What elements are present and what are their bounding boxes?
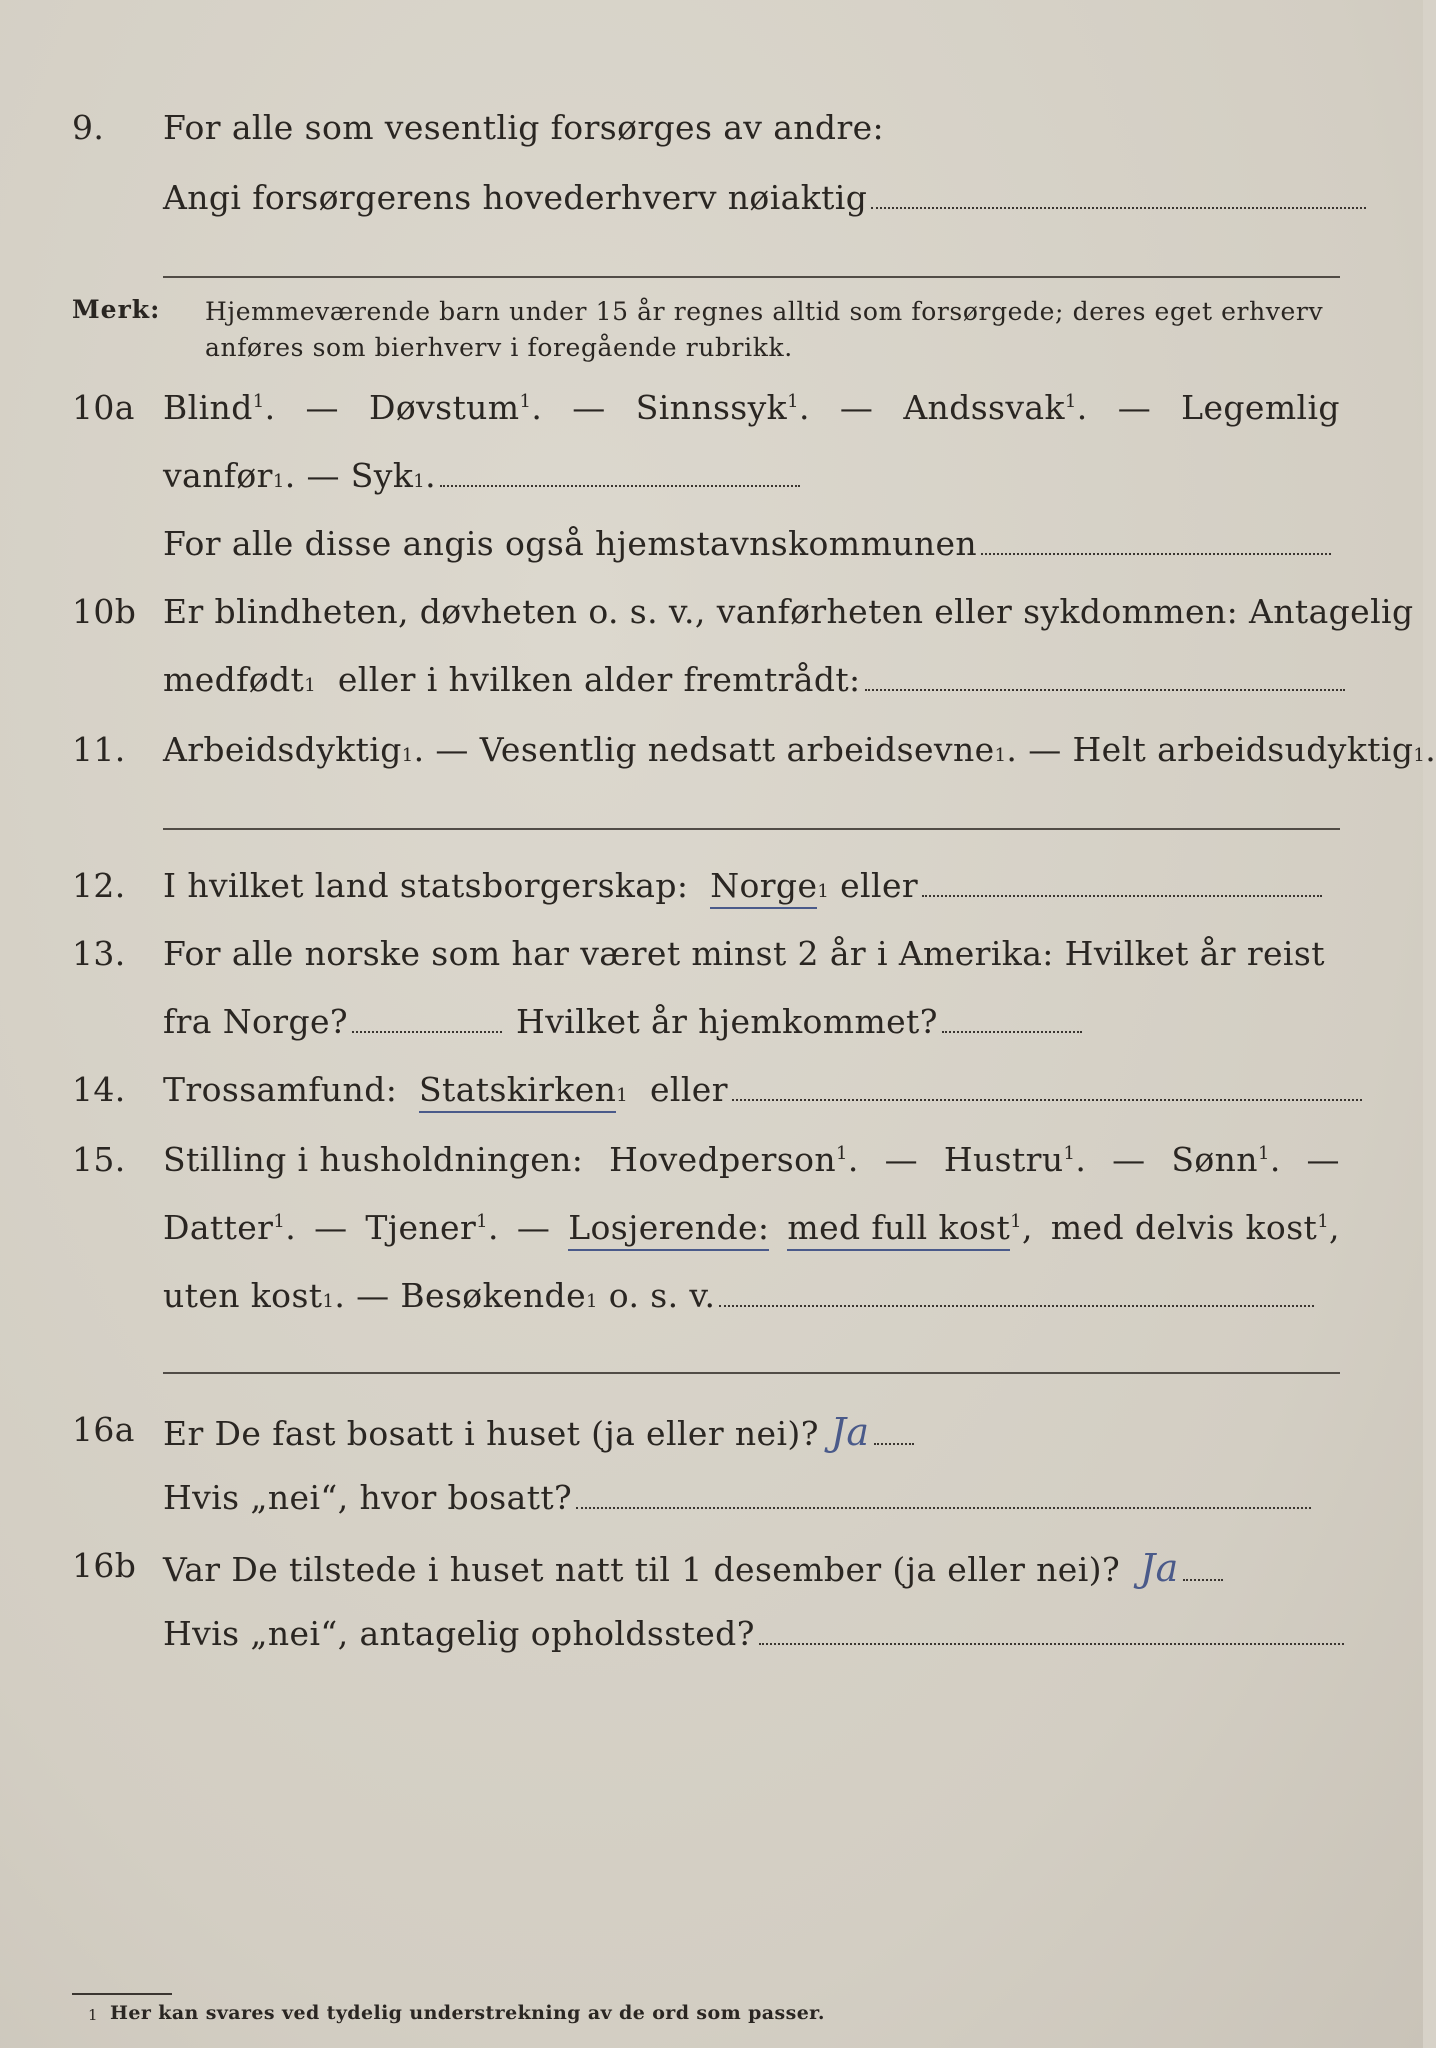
q16b-text: Var De tilstede i huset natt til 1 desember (ja eller nei)? bbox=[163, 1550, 1121, 1589]
q10b-line-2: eller i hvilken alder fremtrådt: bbox=[337, 660, 861, 699]
q15-sonn: Sønn bbox=[1171, 1140, 1258, 1179]
q15-delvis-kost: med delvis kost bbox=[1050, 1208, 1318, 1247]
q12-text: I hvilket land statsborgerskap: bbox=[163, 866, 689, 905]
q16a-bosatt: Hvis „nei“, hvor bosatt? bbox=[163, 1478, 573, 1517]
q15-datter: Datter bbox=[163, 1208, 274, 1247]
q13-reist: fra Norge? bbox=[163, 1002, 349, 1041]
q16b-number: 16b bbox=[72, 1546, 137, 1585]
q10a-dovstum: Døvstum bbox=[368, 388, 520, 427]
q10a-line-3: For alle disse angis også hjemstavnskommunen bbox=[163, 524, 978, 563]
q14-statskirken-underlined: Statskirken bbox=[419, 1070, 616, 1113]
footnote-rule bbox=[72, 1993, 172, 1995]
q15-text: Stilling i husholdningen: bbox=[163, 1140, 584, 1179]
q15-hustru: Hustru bbox=[943, 1140, 1064, 1179]
footnote-text: Her kan svares ved tydelig understrekning av de ord som passer. bbox=[110, 2002, 825, 2024]
q15-besokende: Besøkende bbox=[400, 1276, 587, 1315]
merk-text: Hjemmeværende barn under 15 år regnes alltid som forsørgede; deres eget erhverv anføres som bierhverv i foregående rubrikk. bbox=[205, 297, 1324, 362]
q16b-handwritten-answer[interactable]: Ja bbox=[1140, 1546, 1179, 1590]
q15-osv: o. s. v. bbox=[608, 1276, 716, 1315]
q11-udyktig: Helt arbeidsudyktig bbox=[1072, 730, 1414, 769]
q12-eller: eller bbox=[840, 866, 919, 905]
q16b-answer-line[interactable] bbox=[1183, 1578, 1223, 1581]
merk-label: Merk: bbox=[72, 295, 161, 324]
q13-line-1: For alle norske som har været minst 2 år i Amerika: Hvilket år reist bbox=[163, 934, 1325, 973]
q16b-opholdssted-line[interactable] bbox=[759, 1642, 1344, 1645]
q9-separator bbox=[163, 276, 1340, 278]
q16b-opholdssted: Hvis „nei“, antagelig opholdssted? bbox=[163, 1614, 755, 1653]
q10b-answer-line[interactable] bbox=[865, 688, 1345, 691]
q9-line-1: For alle som vesentlig forsørges av andre: bbox=[163, 108, 885, 147]
q13-number: 13. bbox=[72, 934, 126, 973]
q9-answer-line[interactable] bbox=[871, 206, 1366, 209]
census-form-page: 9. For alle som vesentlig forsørges av andre: Angi forsørgerens hovederhverv nøiaktig Merk: Hjemmeværende barn under 15 år regnes alltid som forsørgede; deres eget erhverv anføres som bierhverv i foregående rubrikk. 10a Blind$^1$. — Døvstum$^1$. — Sinnssyk$^1$. — Andssvak$^1$. — Legemlig vanfør 1 . — Syk 1 . For alle disse angis også hjemstavnskommunen 10b Er blindheten, døvheten o. s. v., vanførheten eller sykdommen: Antagelig medfødt 1 eller i hvilken alder fremtrådt: 11. Arbeidsdyktig 1 . — Vesentlig nedsatt arbeidsevne 1 . — Helt arbeidsudyktig 1 . 12. I hvilket land statsborgerskap: Norge 1 eller 13. For alle norske som har været minst 2 år i Amerika: Hvilket år reist fra Norge? Hvilket år hjemkommet? 14. Trossamfund: Statskirken 1 eller 15. Stilling i husholdningen: Hovedperson$^1$. — Hustru$^1$. — Sønn$^1$. — Datter$^1$. — Tjener$^1$. — Losjerende: med full kost$^1$, med delvis kost$^1$, uten kost 1 . — Besøkende 1 o. s. v. 16a Er De fast bosatt i huset (ja eller nei)? Ja Hvis „nei“, hvor bosatt? 16b Var De tilstede i huset natt til 1 desember (ja eller nei)? Ja Hvis „nei“, antagelig opholdssted? 1 Her kan svares ved tydelig understrekning av de ord som passer. bbox=[0, 0, 1423, 2048]
q16a-handwritten-answer[interactable]: Ja bbox=[830, 1410, 870, 1454]
q9-number: 9. bbox=[72, 108, 105, 147]
q10a-blind: Blind bbox=[163, 388, 253, 427]
q12-norge-underlined: Norge bbox=[710, 866, 817, 909]
q10b-number: 10b bbox=[72, 592, 137, 631]
q13-hjemkommet: Hvilket år hjemkommet? bbox=[516, 1002, 938, 1041]
q15-uten-kost: uten kost bbox=[163, 1276, 323, 1315]
q14-number: 14. bbox=[72, 1070, 126, 1109]
q10a-answer-line[interactable] bbox=[440, 484, 800, 487]
q16a-bosatt-line[interactable] bbox=[576, 1506, 1311, 1509]
q10a-syk: Syk bbox=[350, 456, 414, 495]
q16a-answer-line[interactable] bbox=[874, 1442, 914, 1445]
q15-hovedperson: Hovedperson bbox=[609, 1140, 836, 1179]
q10a-sinnssyk: Sinnssyk bbox=[635, 388, 788, 427]
q15-losjerende-underlined: Losjerende: bbox=[568, 1208, 769, 1251]
q15-answer-line[interactable] bbox=[719, 1304, 1314, 1307]
q11-number: 11. bbox=[72, 730, 126, 769]
q10b-line-1: Er blindheten, døvheten o. s. v., vanførheten eller sykdommen: Antagelig bbox=[163, 592, 1414, 631]
q11-nedsatt: Vesentlig nedsatt arbeidsevne bbox=[479, 730, 995, 769]
q12-answer-line[interactable] bbox=[922, 894, 1322, 897]
footnote-number: 1 bbox=[88, 2006, 98, 2024]
q10a-legemlig: Legemlig bbox=[1181, 388, 1340, 427]
q16a-number: 16a bbox=[72, 1410, 135, 1449]
q11-arbeidsdyktig: Arbeidsdyktig bbox=[163, 730, 402, 769]
q11-separator bbox=[163, 828, 1340, 830]
q10b-medfodt: medfødt bbox=[163, 660, 305, 699]
q15-separator bbox=[163, 1372, 1340, 1374]
q10a-number: 10a bbox=[72, 388, 135, 427]
q12-number: 12. bbox=[72, 866, 126, 905]
q9-line-2: Angi forsørgerens hovederhverv nøiaktig bbox=[163, 178, 868, 217]
q10a-hjemstavn-line[interactable] bbox=[981, 552, 1331, 555]
q16a-text: Er De fast bosatt i huset (ja eller nei)? bbox=[163, 1414, 819, 1453]
q15-tjener: Tjener bbox=[365, 1208, 477, 1247]
q10a-vanfor: vanfør bbox=[163, 456, 273, 495]
q15-full-kost-underlined: med full kost bbox=[787, 1208, 1010, 1251]
q13-hjemkommet-line[interactable] bbox=[942, 1030, 1082, 1033]
q14-eller: eller bbox=[649, 1070, 728, 1109]
q13-reist-line[interactable] bbox=[352, 1030, 502, 1033]
q14-text: Trossamfund: bbox=[163, 1070, 398, 1109]
q14-answer-line[interactable] bbox=[732, 1098, 1362, 1101]
q15-number: 15. bbox=[72, 1140, 126, 1179]
q10a-andssvak: Andssvak bbox=[903, 388, 1065, 427]
